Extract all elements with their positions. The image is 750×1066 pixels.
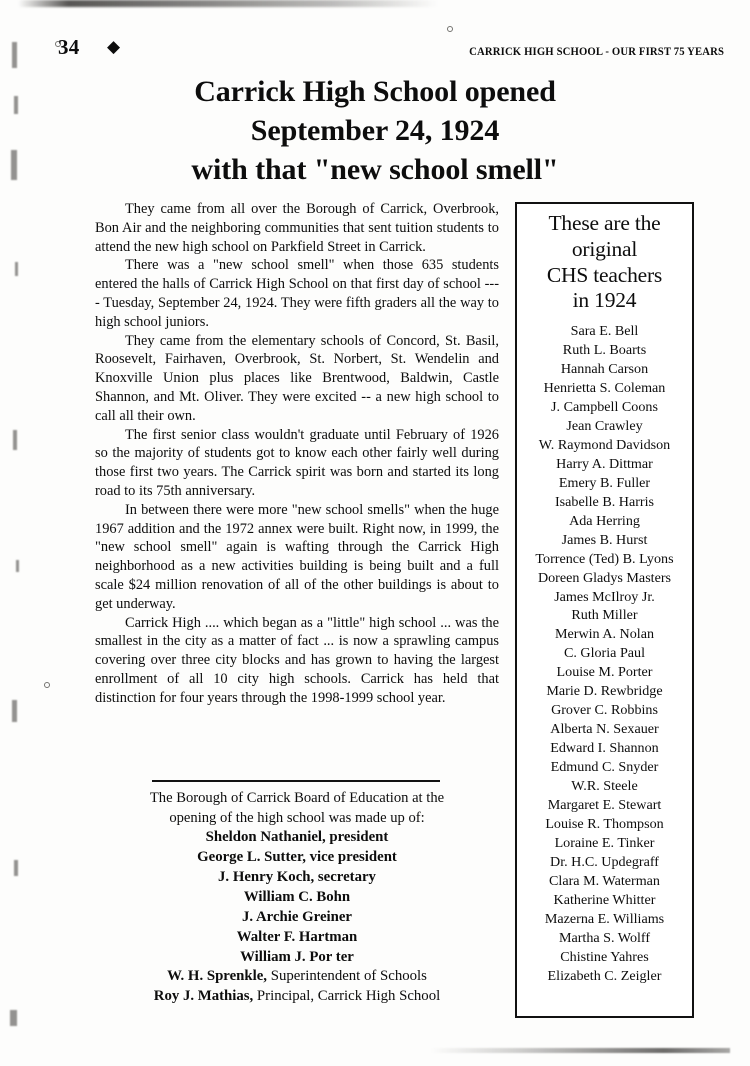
list-item: Hannah Carson (560, 361, 649, 378)
scan-edge-fleck (11, 150, 17, 180)
board-member (95, 948, 499, 968)
list-item: Edward I. Shannon (550, 740, 659, 757)
article-paragraph: In between there were more "new school smells" when the huge 1967 addition and the 1972 annex were built. Right now, in 1999, the "new school smell" again is wafting through the Carrick High neighborhood as a new activities building is being built and a full scale $24 million renovation of all of the other buildings is about to get underway. (95, 501, 499, 612)
scan-edge-fleck (12, 42, 17, 68)
teacher-box-heading-line-2: original (571, 236, 638, 261)
list-item: Marie D. Rewbridge (546, 683, 663, 700)
scan-edge-fleck (14, 96, 18, 114)
list-item: Mazerna E. Williams (544, 910, 665, 927)
board-member (95, 928, 499, 948)
list-item: Henrietta S. Coleman (543, 380, 666, 397)
board-member (95, 868, 499, 888)
board-member-role: Superintendent of Schools (267, 968, 427, 985)
scan-dust-speck (44, 682, 50, 688)
list-item: Edmund C. Snyder (550, 759, 659, 776)
board-member-name: Sheldon Nathaniel, president (205, 829, 389, 846)
list-item: Clara M. Waterman (549, 872, 660, 889)
headline-line-2: September 24, 1924 (250, 114, 500, 147)
list-item: Sara E. Bell (570, 323, 639, 340)
board-member (95, 908, 499, 928)
list-item: Elizabeth C. Zeigler (547, 967, 662, 984)
headline-line-1: Carrick High School opened (194, 75, 556, 108)
article-body (95, 200, 499, 708)
list-item: Merwin A. Nolan (554, 626, 655, 643)
board-member (95, 987, 499, 1007)
board-intro-line-1: The Borough of Carrick Board of Education at the (149, 790, 445, 806)
board-member-name: J. Archie Greiner (242, 908, 352, 925)
list-item: Ada Herring (569, 512, 640, 529)
list-item: Grover C. Robbins (551, 702, 658, 719)
list-item: James McIlroy Jr. (554, 588, 655, 605)
list-item: Harry A. Dittmar (556, 455, 653, 472)
board-member-name: W. H. Sprenkle, (167, 968, 268, 985)
article-paragraph: There was a "new school smell" when those 635 students entered the halls of Carrick High School on that first day of school ---- Tuesday, September 24, 1924. They were fifth graders all the way to high school juniors. (95, 257, 499, 330)
scan-edge-fleck (12, 700, 17, 722)
teacher-box-heading-line-1: These are the (548, 211, 661, 235)
diamond-ornament-icon: ◆ (107, 37, 121, 56)
list-item: Louise M. Porter (556, 664, 653, 681)
list-item: Margaret E. Stewart (547, 797, 662, 814)
board-member (95, 888, 499, 908)
list-item: Alberta N. Sexauer (550, 721, 659, 738)
scan-dust-speck (447, 26, 453, 32)
list-item: Doreen Gladys Masters (537, 569, 672, 586)
board-member-name: William J. Por ter (240, 948, 354, 965)
original-teachers-box (515, 202, 694, 1018)
board-member (95, 848, 499, 868)
article-paragraph: The first senior class wouldn't graduate until February of 1926 so the majority of students got to know each other fairly well during those first two years. The Carrick spirit was born and started its long road to its 75th anniversary. (95, 426, 499, 499)
list-item: J. Campbell Coons (551, 399, 658, 415)
board-intro-line-2: opening of the high school was made up of: (169, 809, 425, 826)
board-member-name: Roy J. Mathias, (153, 988, 254, 1005)
teacher-name-list (517, 322, 692, 985)
list-item: Katherine Whitter (553, 891, 656, 908)
board-member-name: William C. Bohn (243, 888, 351, 905)
running-head: CARRICK HIGH SCHOOL - OUR FIRST 75 YEARS (469, 46, 724, 58)
list-item: Emery B. Fuller (558, 474, 651, 491)
scan-edge-fleck (10, 1010, 17, 1026)
teacher-box-heading (517, 211, 692, 314)
list-item: Ruth L. Boarts (562, 342, 647, 359)
board-member-name: J. Henry Koch, secretary (218, 869, 376, 886)
article-paragraph: Carrick High .... which began as a "little" high school ... was the smallest in the city as a matter of fact ... is now a sprawling campus covering over three city blocks and has grown to having the largest enrollment of all 10 city high schools. Carrick has held that distinction for four years through the 1998-1999 school year. (95, 614, 499, 706)
headline-line-3: with that "new school smell" (191, 153, 559, 186)
list-item: Martha S. Wolff (558, 929, 651, 946)
article-paragraph: They came from the elementary schools of Concord, St. Basil, Roosevelt, Fairhaven, Overbrook, St. Norbert, St. Wendelin and Knoxville Union plus places like Brentwood, Baldwin, Castle Shannon, and Mt. Oliver. They were excited -- a new high school to call all their own. (95, 332, 499, 424)
scan-smudge-top (18, 0, 438, 7)
scan-edge-fleck (16, 560, 19, 572)
board-member-name: Walter F. Hartman (236, 928, 358, 945)
board-member-name: George L. Sutter, vice president (197, 849, 397, 866)
scan-edge-fleck (13, 430, 17, 450)
list-item: W. Raymond Davidson (538, 436, 671, 453)
list-item: Ruth Miller (571, 607, 638, 624)
list-item: Loraine E. Tinker (554, 834, 655, 851)
list-item: Jean Crawley (566, 417, 643, 434)
board-of-education-block (95, 789, 499, 1007)
article-paragraph: They came from all over the Borough of Carrick, Overbrook, Bon Air and the neighboring communities that sent tuition students to attend the new high school on Parkfield Street in Carrick. (95, 201, 499, 255)
teacher-box-heading-line-3: CHS teachers (546, 262, 663, 287)
board-member (95, 967, 499, 987)
list-item: Louise R. Thompson (545, 815, 664, 832)
list-item: W.R. Steele (571, 778, 638, 795)
list-item: Dr. H.C. Updegraff (550, 853, 659, 870)
section-divider (152, 780, 440, 782)
page-number: 34 (58, 35, 80, 59)
list-item: Chistine Yahres (560, 948, 649, 965)
list-item: Isabelle B. Harris (554, 493, 654, 510)
scan-smudge-bottom (430, 1048, 730, 1053)
list-item: James B. Hurst (561, 531, 648, 548)
list-item: C. Gloria Paul (563, 645, 646, 662)
scan-edge-fleck (14, 860, 18, 876)
board-member (95, 828, 499, 848)
teacher-box-heading-line-4: in 1924 (572, 288, 637, 313)
page-title (60, 72, 690, 189)
list-item: Torrence (Ted) B. Lyons (535, 550, 674, 567)
board-member-role: Principal, Carrick High School (253, 988, 441, 1005)
scan-edge-fleck (15, 262, 18, 276)
